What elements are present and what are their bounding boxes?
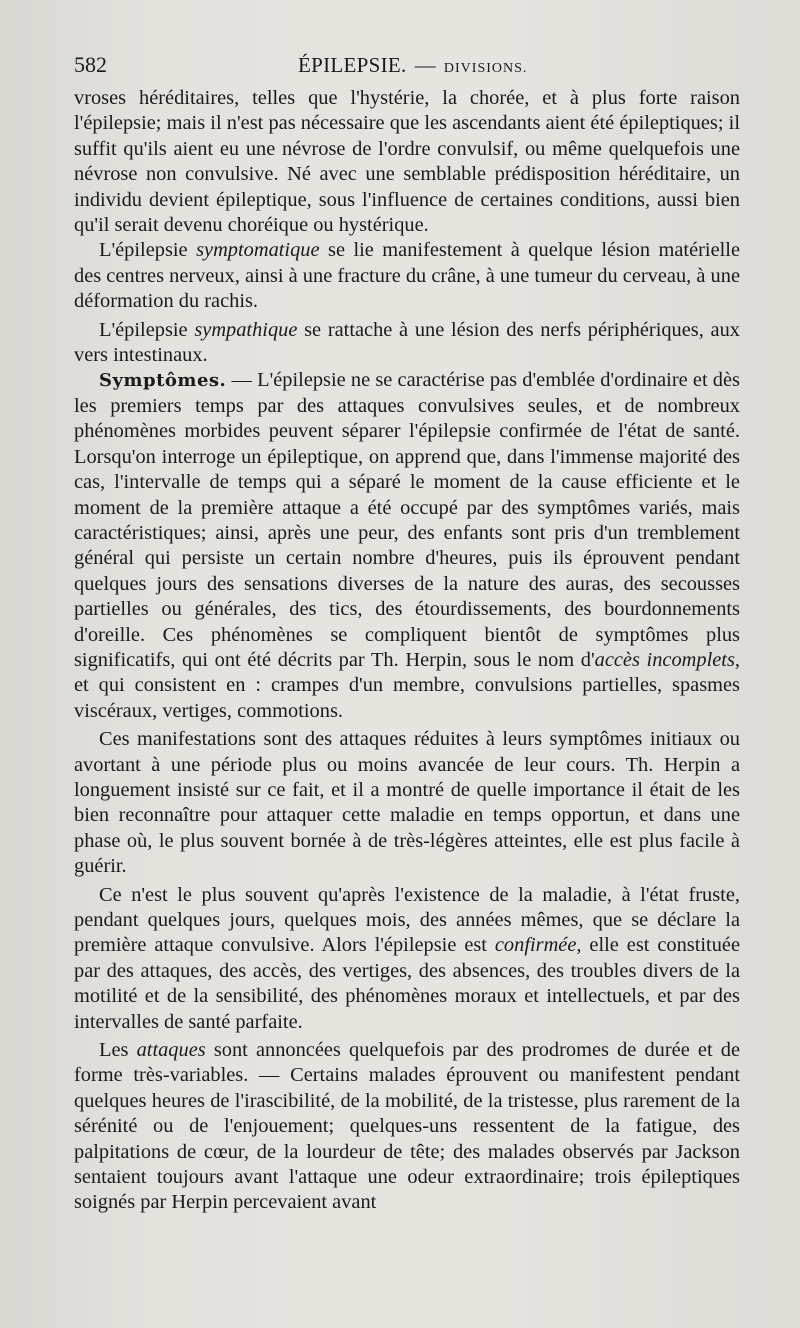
paragraph-text: Ces manifestations sont des attaques réduites à leurs symptômes initiaux ou avortant à une période plus ou moins avancée de leur cours. Th. Herpin a longuement insisté sur ce fait, et il a montré de quelle importance il était de les bien reconnaître pour attaquer cette maladie en temps opportun, et dans une phase où, le plus souvent bornée à de très-légères atteintes, elle est plus facile à guérir.: [74, 728, 740, 878]
title-separator: —: [414, 53, 436, 77]
page-number: 582: [74, 52, 107, 77]
paragraph-text: Les: [99, 1039, 137, 1062]
section-subtitle: DIVISIONS.: [443, 61, 528, 76]
paragraph-text: , elle est constituée par des attaques, des accès, des vertiges, des absences, des troubles divers de la motilité et de la sensibilité, des phénomènes moraux et intellectuels, et par des intervalles de santé parfaite.: [74, 934, 740, 1033]
paragraph-confirmed: [74, 883, 740, 1035]
paragraph-text: sont annoncées quelquefois par des prodromes de durée et de forme très-variables. — Certains malades éprouvent ou manifestent pendant quelques heures de l'irascibilité, de la mobilité, de la tristesse, plus rarement de la sérénité ou de l'enjouement; quelques-uns ressentent de la fatigue, des palpitations de cœur, de la lourdeur de tête; des malades observés par Jackson sentaient toujours avant l'attaque une odeur extraordinaire; trois épileptiques soignés par Herpin percevaient avant: [74, 1039, 740, 1214]
emphasis-term: symptomatique: [196, 239, 320, 262]
running-title: [298, 50, 527, 84]
paragraph-attacks: [74, 1038, 740, 1216]
page-header: [74, 50, 740, 80]
paragraph-text: Ce n'est le plus souvent qu'après l'existence de la maladie, à l'état fruste, pendant quelques jours, quelques mois, des années mêmes, que se déclare la première attaque convulsive. Alors l'épilepsie est: [74, 883, 740, 957]
emphasis-term: accès incomplets: [594, 648, 735, 671]
paragraph-text: vroses héréditaires, telles que l'hystérie, la chorée, et à plus forte raison l'épilepsie; mais il n'est pas nécessaire que les ascendants aient été épileptiques; il suffit qu'ils aient eu une névrose de l'ordre convulsif, ou même quelquefois une névrose non convulsive. Né avec une semblable prédisposition héréditaire, un individu devient épileptique, sous l'influence de certaines conditions, aussi bien qu'il serait devenu choréique ou hystérique.: [74, 87, 740, 237]
paragraph-manifestations: [74, 727, 740, 879]
paragraph-sympathetic: [74, 318, 740, 369]
paragraph-symptoms: [74, 368, 740, 724]
emphasis-term: confirmée: [494, 934, 577, 957]
chapter-title: ÉPILEPSIE.: [298, 53, 407, 77]
paragraph-text: se lie manifestement à quelque lésion matérielle des centres nerveux, ainsi à une fracture du crâne, à une tumeur du cerveau, à une déformation du rachis.: [74, 239, 741, 313]
paragraph-text: se rattache à une lésion des nerfs périphériques, aux vers intestinaux.: [74, 318, 740, 367]
paragraph-hereditary: [74, 86, 740, 238]
paragraph-text: L'épilepsie: [99, 239, 197, 262]
paragraph-symptomatic: [74, 238, 740, 314]
paragraph-text: — L'épilepsie ne se caractérise pas d'emblée d'ordinaire et dès les premiers temps par des attaques convulsives seules, et de nombreux phénomènes morbides peuvent séparer l'épilepsie confirmée de l'état de santé. Lorsqu'on interroge un épileptique, on apprend que, dans l'immense majorité des cas, l'intervalle de temps qui a séparé le moment de la cause efficiente et le moment de la première attaque a été occupé par des symptômes variés, mais caractéristiques; ainsi, après une peur, des enfants sont pris d'un tremblement général qui persiste un certain nombre d'heures, puis ils éprouvent pendant quelques jours des sensations diverses de la nature des auras, des secousses partielles ou générales, des tics, des étourdissements, des bourdonnements d'oreille. Ces phénomènes se compliquent bientôt de symptômes plus significatifs, qui ont été décrits par Th. Herpin, sous le nom d': [74, 369, 740, 671]
emphasis-term: sympathique: [194, 318, 298, 341]
body-text: [74, 86, 740, 1216]
paragraph-text: L'épilepsie: [99, 318, 195, 341]
emphasis-term: attaques: [136, 1039, 206, 1062]
paragraph-text: , et qui consistent en : crampes d'un membre, convulsions partielles, spasmes viscéraux, vertiges, commotions.: [74, 648, 740, 722]
section-heading-symptomes: Symptômes.: [99, 370, 227, 392]
